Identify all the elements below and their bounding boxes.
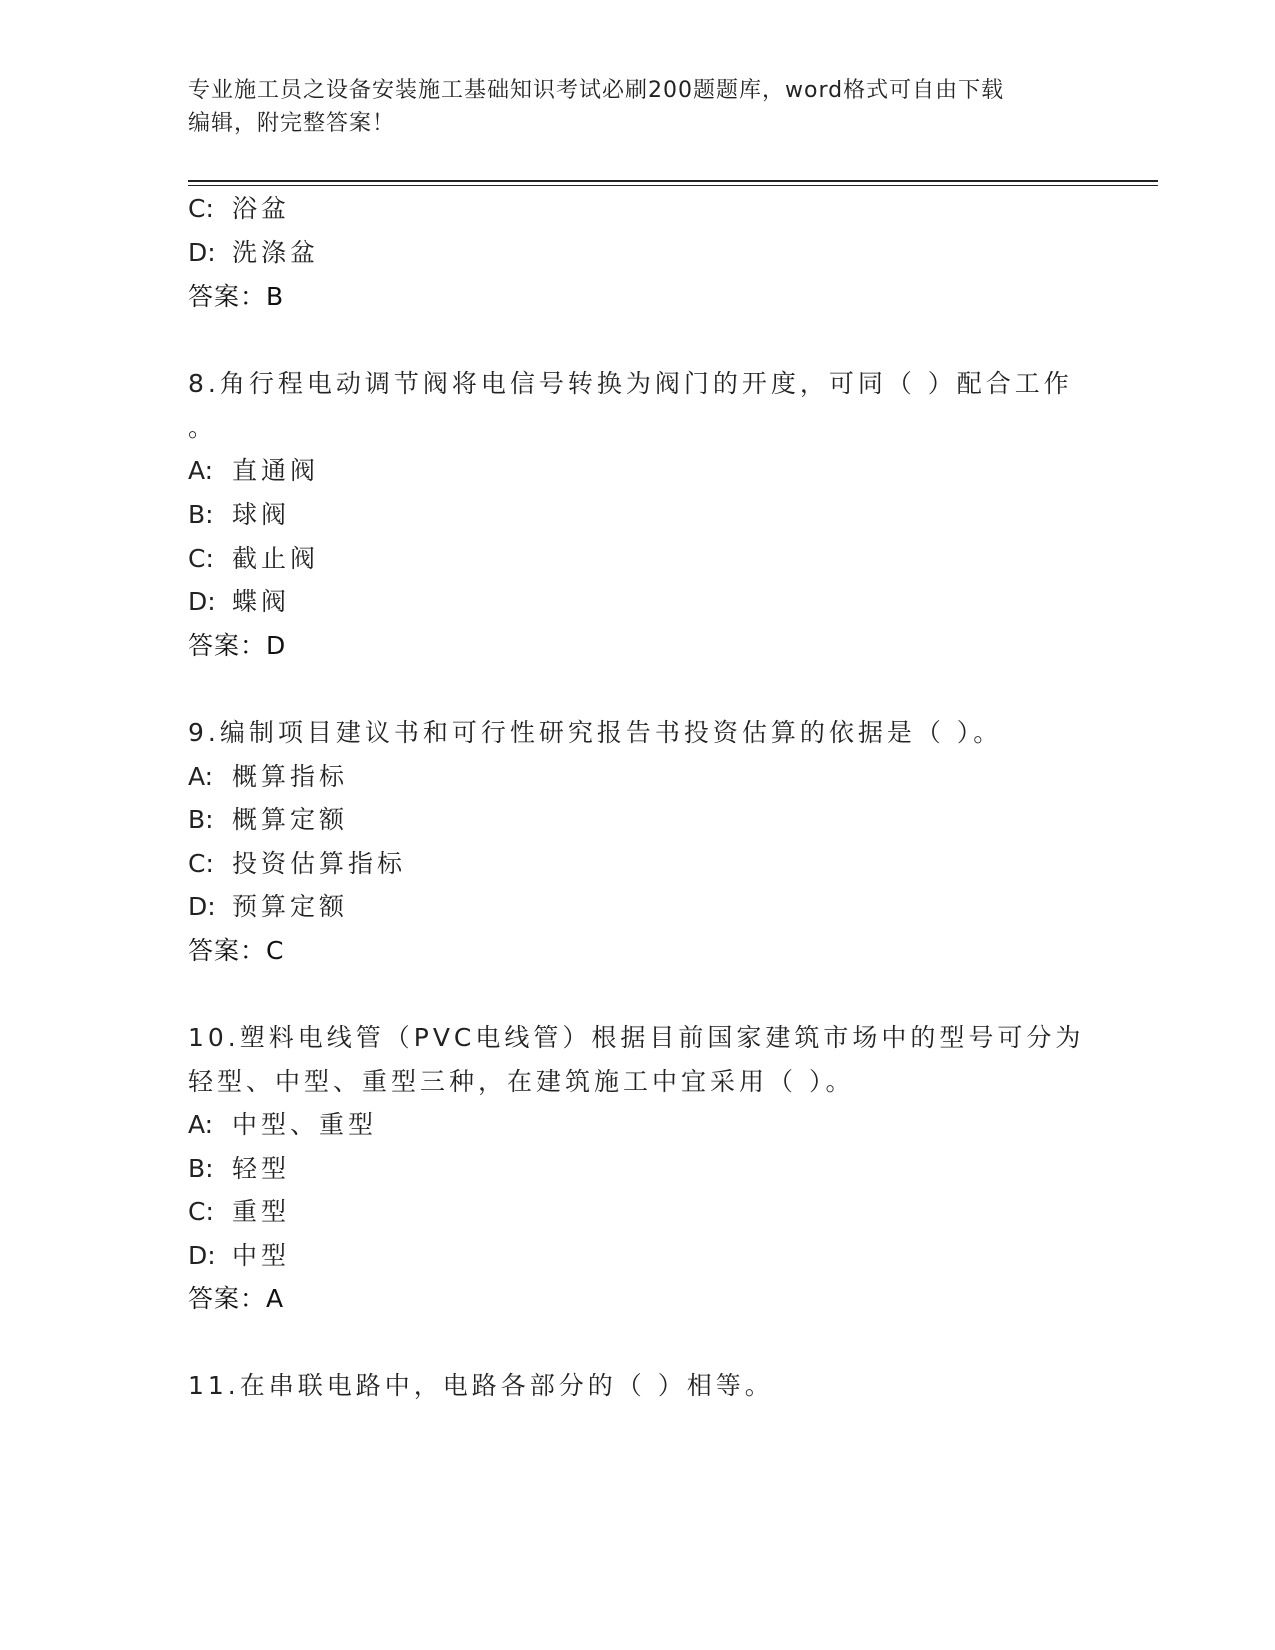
header-title-line-2: 编辑，附完整答案！ (188, 111, 396, 136)
header-divider-thick (188, 180, 1158, 182)
option-text: 概算指标 (232, 762, 349, 791)
q8-answer: 答案：D (188, 631, 287, 660)
option-letter: D: (188, 892, 216, 921)
option-text: 预算定额 (232, 892, 349, 921)
option-text: 投资估算指标 (232, 849, 407, 878)
option-letter: C: (188, 1197, 214, 1226)
option-letter: B: (188, 500, 214, 529)
q8-stem-line-1: 8.角行程电动调节阀将电信号转换为阀门的开度，可同（ ）配合工作 (188, 369, 1073, 398)
q9-option-d (188, 890, 348, 924)
q10-stem-line-1: 10.塑料电线管（PVC电线管）根据目前国家建筑市场中的型号可分为 (188, 1023, 1085, 1052)
option-text: 概算定额 (232, 805, 349, 834)
q9-option-b (188, 803, 348, 837)
header-divider-thin (188, 185, 1158, 186)
q7-option-c (188, 192, 290, 226)
header-title-line-1: 专业施工员之设备安装施工基础知识考试必刷200题题库，word格式可自由下载 (188, 78, 1005, 103)
q7-answer: 答案：B (188, 282, 285, 311)
option-letter: B: (188, 1154, 214, 1183)
q8-option-b (188, 498, 290, 532)
q10-option-c (188, 1195, 290, 1229)
option-letter: A: (188, 456, 214, 485)
option-letter: D: (188, 1241, 216, 1270)
option-text: 球阀 (232, 500, 291, 529)
option-letter: D: (188, 238, 216, 267)
option-text: 截止阀 (232, 544, 320, 573)
option-letter: C: (188, 849, 214, 878)
option-text: 蝶阀 (232, 587, 291, 616)
q10-answer: 答案：A (188, 1284, 285, 1313)
option-text: 洗涤盆 (232, 238, 320, 267)
q10-option-b (188, 1152, 290, 1186)
q8-option-c (188, 542, 319, 576)
q10-option-a (188, 1108, 377, 1142)
option-letter: D: (188, 587, 216, 616)
option-letter: C: (188, 544, 214, 573)
q8-option-d (188, 585, 290, 619)
option-text: 中型、重型 (232, 1110, 378, 1139)
option-letter: A: (188, 762, 214, 791)
q11-stem-line-1: 11.在串联电路中，电路各部分的（ ）相等。 (188, 1371, 774, 1400)
option-text: 中型 (232, 1241, 291, 1270)
q9-option-c (188, 847, 406, 881)
q8-stem-line-2: 。 (188, 413, 218, 442)
document-header (188, 74, 1088, 140)
option-text: 重型 (232, 1197, 291, 1226)
q9-stem-line-1: 9.编制项目建议书和可行性研究报告书投资估算的依据是（ ）。 (188, 718, 1003, 747)
q8-option-a (188, 454, 319, 488)
option-letter: A: (188, 1110, 214, 1139)
option-letter: B: (188, 805, 214, 834)
q10-stem-line-2: 轻型、中型、重型三种，在建筑施工中宜采用（ ）。 (188, 1067, 855, 1096)
q10-option-d (188, 1239, 290, 1273)
q9-answer: 答案：C (188, 936, 285, 965)
option-text: 直通阀 (232, 456, 320, 485)
q7-option-d (188, 236, 319, 270)
option-text: 浴盆 (232, 194, 291, 223)
q9-option-a (188, 760, 348, 794)
option-letter: C: (188, 194, 214, 223)
option-text: 轻型 (232, 1154, 291, 1183)
